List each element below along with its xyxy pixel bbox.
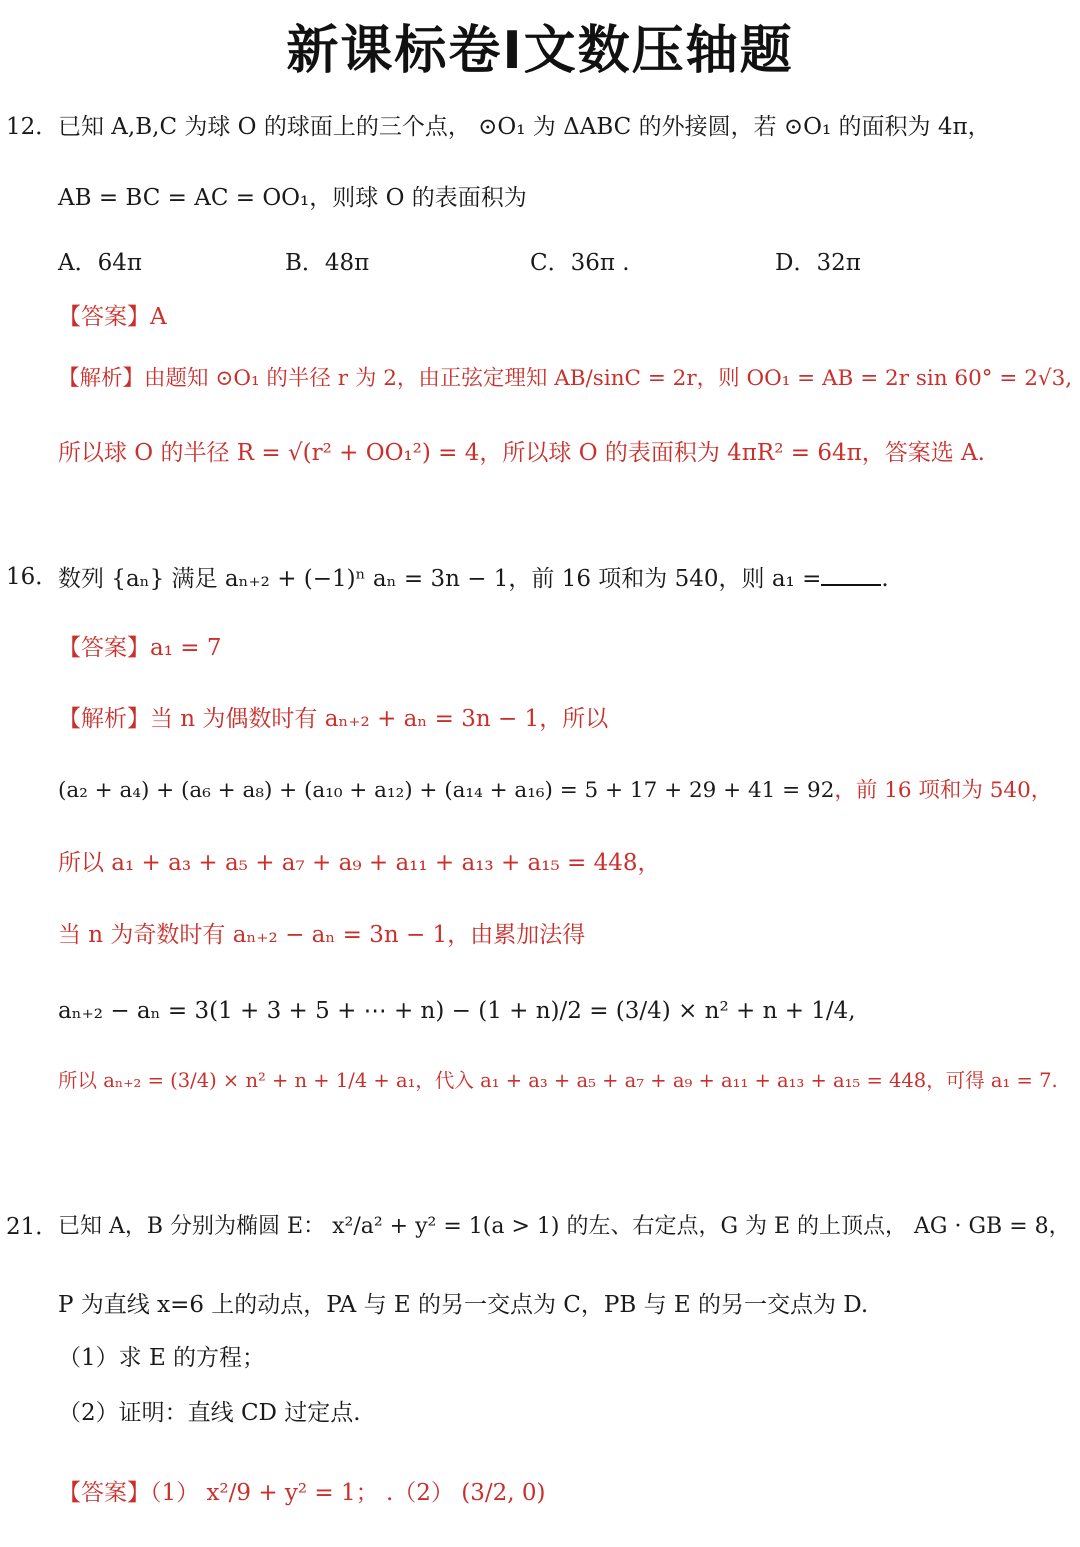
q16-analysis-line6: 所以 aₙ₊₂ = (3/4) × n² + n + 1/4 + a₁，代入 a₁ + a₃ + a₅ + a₇ + a₉ + a₁₁ + a₁₃ + a₁₅ = 448，可得 a₁ = 7. — [58, 1069, 1058, 1092]
q16-analysis-line2 — [58, 776, 1052, 806]
q16-answer: 【答案】a₁ = 7 — [58, 635, 222, 661]
q16-stem — [58, 562, 889, 594]
q12-answer: 【答案】A — [58, 304, 167, 330]
q16-number: 16． — [6, 564, 59, 590]
q16-analysis-line1: 【解析】当 n 为偶数时有 aₙ₊₂ + aₙ = 3n − 1，所以 — [58, 706, 609, 732]
q21-answer: 【答案】（1） x²/9 + y² = 1； .（2） (3/2, 0) — [58, 1480, 546, 1506]
q21-stem-line1: 已知 A，B 分别为椭圆 E： x²/a² + y² = 1(a > 1) 的左、右定点，G 为 E 的上顶点， AG · GB = 8， — [58, 1214, 1071, 1239]
q12-option-b: B．48π — [285, 250, 370, 276]
q16-analysis-line4: 当 n 为奇数时有 aₙ₊₂ − aₙ = 3n − 1，由累加法得 — [58, 922, 586, 948]
q16-analysis-line5: aₙ₊₂ − aₙ = 3(1 + 3 + 5 + ⋯ + n) − (1 + n)/2 = (3/4) × n² + n + 1/4, — [58, 998, 856, 1024]
q16-analysis-line2-math: (a₂ + a₄) + (a₆ + a₈) + (a₁₀ + a₁₂) + (a₁₄ + a₁₆) = 5 + 17 + 29 + 41 = 92 — [58, 778, 835, 803]
q12-stem-line1: 已知 A,B,C 为球 O 的球面上的三个点， ⊙O₁ 为 ΔABC 的外接圆，若 ⊙O₁ 的面积为 4π， — [58, 114, 991, 140]
q16-analysis-line2-note: ，前 16 项和为 540， — [834, 778, 1053, 803]
q21-part2: （2）证明：直线 CD 过定点. — [58, 1400, 361, 1426]
q12-number: 12． — [6, 114, 59, 140]
q16-stem-text: 数列 {aₙ} 满足 aₙ₊₂ + (−1)ⁿ aₙ = 3n − 1，前 16 项和为 540，则 a₁ = — [58, 566, 822, 592]
q12-option-c: C．36π . — [530, 250, 630, 276]
q12-analysis-line1: 【解析】由题知 ⊙O₁ 的半径 r 为 2，由正弦定理知 AB/sinC = 2r，则 OO₁ = AB = 2r sin 60° = 2√3, — [58, 366, 1073, 391]
q21-stem-line2: P 为直线 x=6 上的动点，PA 与 E 的另一交点为 C，PB 与 E 的另一交点为 D. — [58, 1292, 869, 1318]
q12-analysis-line2: 所以球 O 的半径 R = √(r² + OO₁²) = 4，所以球 O 的表面积为 4πR² = 64π，答案选 A. — [58, 440, 985, 466]
q16-stem-end: . — [881, 566, 889, 592]
q21-part1: （1）求 E 的方程； — [58, 1345, 266, 1371]
answer-blank — [821, 562, 881, 586]
q12-stem-line2: AB = BC = AC = OO₁，则球 O 的表面积为 — [58, 185, 527, 211]
page-title: 新课标卷Ⅰ文数压轴题 — [286, 21, 794, 81]
q21-number: 21． — [6, 1214, 59, 1240]
q16-analysis-line3: 所以 a₁ + a₃ + a₅ + a₇ + a₉ + a₁₁ + a₁₃ + a₁₅ = 448， — [58, 850, 661, 876]
q12-option-a: A．64π — [58, 250, 142, 276]
q12-option-d: D．32π — [775, 250, 861, 276]
